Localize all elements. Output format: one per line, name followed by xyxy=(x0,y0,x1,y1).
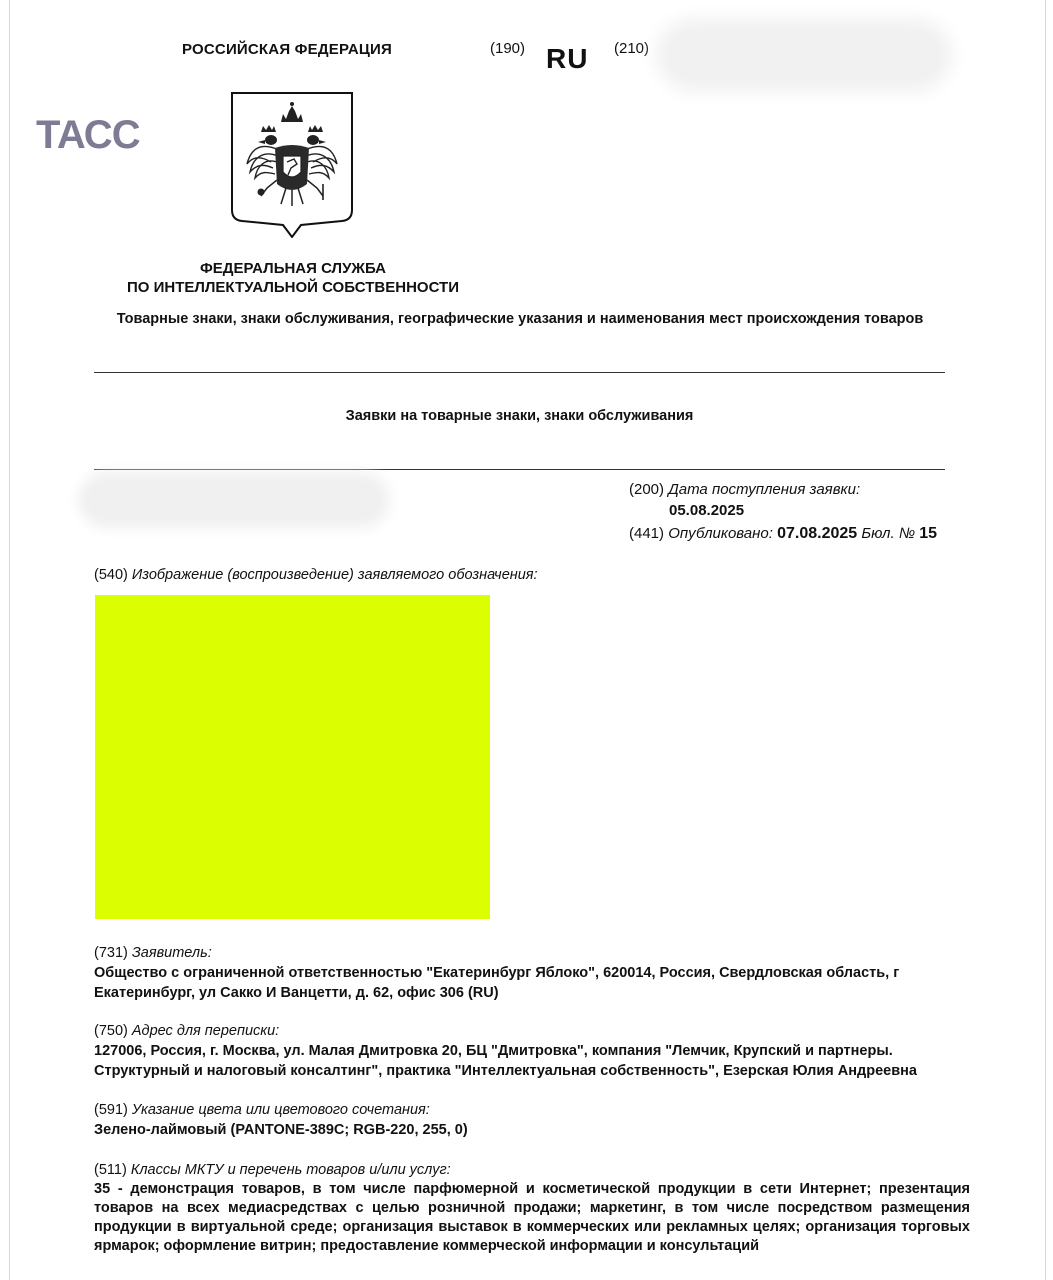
tass-watermark: ТАСС xyxy=(36,113,140,157)
agency-line-1: ФЕДЕРАЛЬНАЯ СЛУЖБА xyxy=(199,260,387,277)
correspondence-block xyxy=(94,1021,970,1081)
divider-top xyxy=(94,372,945,373)
published-caption: Опубликовано: xyxy=(668,525,773,542)
applicant-caption: Заявитель: xyxy=(131,945,212,961)
bulletin-number: 15 xyxy=(919,525,938,542)
redacted-region xyxy=(88,482,380,518)
classes-value: 35 - демонстрация товаров, в том числе парфюмерной и косметической продукции в сети Интернет; презентация товаров на всех медиасредствах с целью розничной продажи; маркетинг, в том числе посредством размещения продукции в виртуальной среде; организация выставок в коммерческих или рекламных целях; организация торговых ярмарок; оформление витрин; предоставление коммерческой информации и консультаций xyxy=(94,1181,970,1254)
subsection-title: Заявки на товарные знаки, знаки обслуживания xyxy=(345,408,694,424)
color-claim-label xyxy=(94,1100,970,1120)
page-left-edge xyxy=(9,0,10,1280)
bulletin-caption: Бюл. № xyxy=(861,525,916,542)
classes-label xyxy=(94,1160,970,1180)
country-code: RU xyxy=(546,43,589,74)
image-field-caption: Изображение (воспроизведение) заявляемого обозначения: xyxy=(131,567,538,583)
page-right-edge xyxy=(1045,0,1046,1280)
filing-date-caption: Дата поступления заявки: xyxy=(668,481,861,498)
trademark-color-swatch xyxy=(95,595,490,919)
correspondence-caption: Адрес для переписки: xyxy=(131,1023,280,1039)
coat-of-arms-icon xyxy=(231,92,353,243)
country-name: РОССИЙСКАЯ ФЕДЕРАЦИЯ xyxy=(182,41,393,58)
correspondence-label xyxy=(94,1021,970,1041)
filing-date-label xyxy=(629,481,860,498)
inid-591: (591) xyxy=(94,1102,128,1118)
applicant-label xyxy=(94,943,970,963)
inid-750: (750) xyxy=(94,1023,128,1039)
redacted-application-number xyxy=(668,30,940,80)
inid-190: (190) xyxy=(490,40,526,57)
inid-511: (511) xyxy=(94,1162,127,1178)
inid-210: (210) xyxy=(614,40,650,57)
inid-540: (540) xyxy=(94,567,128,583)
agency-line-2: ПО ИНТЕЛЛЕКТУАЛЬНОЙ СОБСТВЕННОСТИ xyxy=(126,279,460,296)
image-field-label xyxy=(94,567,538,583)
published-date: 07.08.2025 xyxy=(777,525,858,542)
applicant-value: Общество с ограниченной ответственностью "Екатеринбург Яблоко", 620014, Россия, Свердловская область, г Екатеринбург, ул Сакко И Ванцетти, д. 62, офис 306 (RU) xyxy=(94,965,900,1001)
color-claim-caption: Указание цвета или цветового сочетания: xyxy=(131,1102,430,1118)
classes-caption: Классы МКТУ и перечень товаров и/или услуг: xyxy=(130,1162,451,1178)
color-claim-block xyxy=(94,1100,970,1140)
applicant-block xyxy=(94,943,970,1003)
inid-731: (731) xyxy=(94,945,128,961)
inid-200: (200) xyxy=(629,481,665,498)
filing-date-value: 05.08.2025 xyxy=(669,502,745,519)
classes-block xyxy=(94,1160,970,1256)
agency-name xyxy=(0,259,586,297)
section-title: Товарные знаки, знаки обслуживания, географические указания и наименования мест происхождения товаров xyxy=(116,311,924,327)
publication-line xyxy=(629,525,937,543)
inid-441: (441) xyxy=(629,525,665,542)
divider-bottom xyxy=(94,469,945,470)
color-claim-value: Зелено-лаймовый (PANTONE-389C; RGB-220, 255, 0) xyxy=(94,1122,468,1138)
correspondence-value: 127006, Россия, г. Москва, ул. Малая Дмитровка 20, БЦ "Дмитровка", компания "Лемчик, Крупский и партнеры. Структурный и налоговый консалтинг", практика "Интеллектуальная собственность", Езерская Юлия Андреевна xyxy=(94,1043,917,1079)
